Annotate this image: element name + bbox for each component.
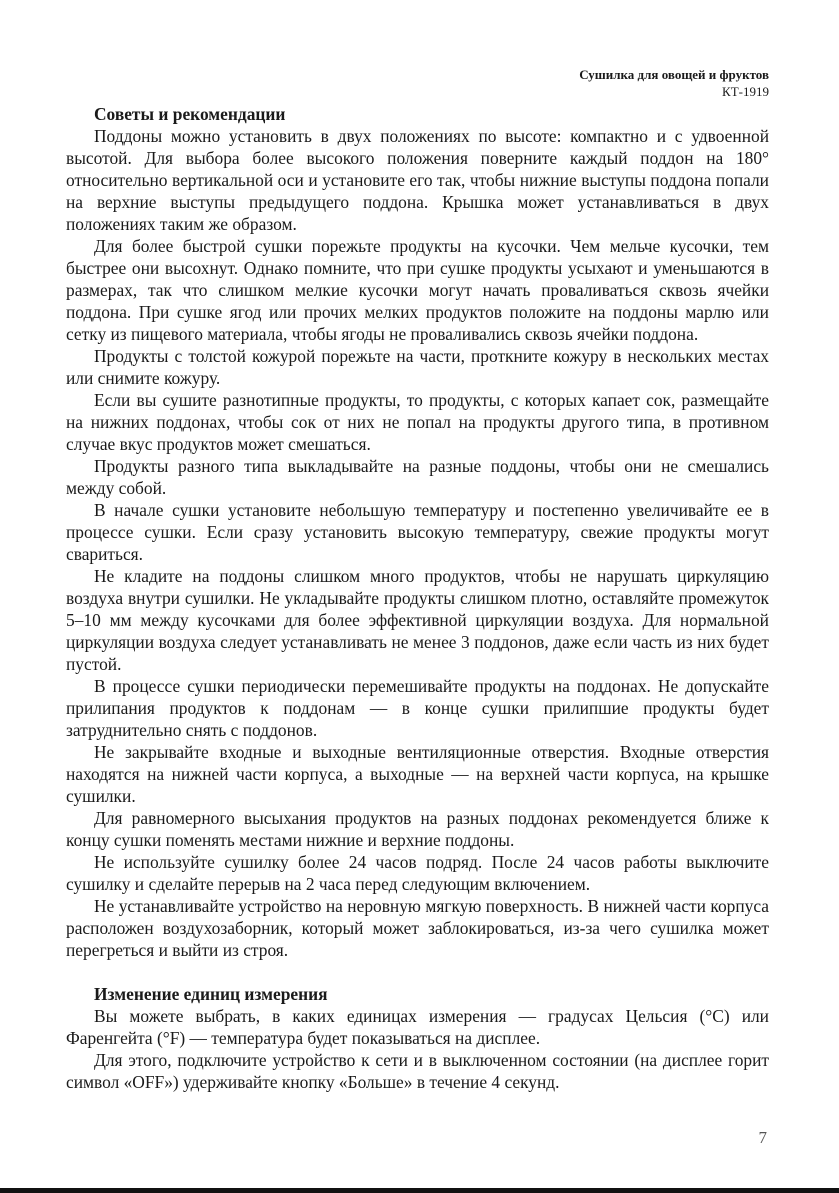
page-number: 7 (758, 1128, 767, 1147)
tips-paragraph: Продукты с толстой кожурой порежьте на части, проткните кожуру в нескольких местах или снимите кожуру. (66, 346, 769, 388)
section-title-tips: Советы и рекомендации (94, 104, 286, 124)
section-spacer (66, 961, 769, 983)
page-content (66, 103, 769, 1093)
section-title-units: Изменение единиц измерения (94, 984, 328, 1004)
tips-paragraph: В начале сушки установите небольшую температуру и постепенно увеличивайте ее в процессе сушки. Если сразу установить высокую температуру, свежие продукты могут свариться. (66, 500, 769, 564)
tips-paragraph: Не устанавливайте устройство на неровную мягкую поверхность. В нижней части корпуса расположен воздухозаборник, который может заблокироваться, из-за чего сушилка может перегреться и выйти из строя. (66, 896, 769, 960)
units-paragraph: Вы можете выбрать, в каких единицах измерения — градусах Цельсия (°C) или Фаренгейта (°F) — температура будет показываться на дисплее. (66, 1006, 769, 1048)
tips-paragraph: В процессе сушки периодически перемешивайте продукты на поддонах. Не допускайте прилипания продуктов к поддонам — в конце сушки прилипшие продукты будет затруднительно снять с поддонов. (66, 676, 769, 740)
tips-paragraph: Для равномерного высыхания продуктов на разных поддонах рекомендуется ближе к концу сушки поменять местами нижние и верхние поддоны. (66, 808, 769, 850)
running-header (579, 66, 769, 100)
product-name: Сушилка для овощей и фруктов (579, 67, 769, 82)
tips-paragraph: Если вы сушите разнотипные продукты, то продукты, с которых капает сок, размещайте на нижних поддонах, чтобы сок от них не попал на продукты другого типа, в противном случае вкус продуктов может смешаться. (66, 390, 769, 454)
bottom-rule (0, 1188, 839, 1193)
tips-paragraph: Не используйте сушилку более 24 часов подряд. После 24 часов работы выключите сушилку и сделайте перерыв на 2 часа перед следующим включением. (66, 852, 769, 894)
units-paragraph: Для этого, подключите устройство к сети и в выключенном состоянии (на дисплее горит символ «OFF») удерживайте кнопку «Больше» в течение 4 секунд. (66, 1050, 769, 1092)
tips-paragraph: Поддоны можно установить в двух положениях по высоте: компактно и с удвоенной высотой. Для выбора более высокого положения поверните каждый поддон на 180° относительно вертикальной оси и установите его так, чтобы нижние выступы поддона попали на верхние выступы предыдущего поддона. Крышка может устанавливаться в двух положениях таким же образом. (66, 126, 769, 234)
tips-paragraph: Для более быстрой сушки порежьте продукты на кусочки. Чем мельче кусочки, тем быстрее они высохнут. Однако помните, что при сушке продукты усыхают и уменьшаются в размерах, так что слишком мелкие кусочки могут начать проваливаться сквозь ячейки поддона. При сушке ягод или прочих мелких продуктов положите на поддоны марлю или сетку из пищевого материала, чтобы ягоды не проваливались сквозь ячейки поддона. (66, 236, 769, 344)
tips-paragraph: Продукты разного типа выкладывайте на разные поддоны, чтобы они не смешались между собой. (66, 456, 769, 498)
model-number: КТ-1919 (722, 84, 769, 99)
tips-paragraph: Не закрывайте входные и выходные вентиляционные отверстия. Входные отверстия находятся на нижней части корпуса, а выходные — на верхней части корпуса, на крышке сушилки. (66, 742, 769, 806)
tips-paragraph: Не кладите на поддоны слишком много продуктов, чтобы не нарушать циркуляцию воздуха внутри сушилки. Не укладывайте продукты слишком плотно, оставляйте промежуток 5–10 мм между кусочками для более эффективной циркуляции воздуха. Для нормальной циркуляции воздуха следует устанавливать не менее 3 поддонов, даже если часть из них будет пустой. (66, 566, 769, 674)
